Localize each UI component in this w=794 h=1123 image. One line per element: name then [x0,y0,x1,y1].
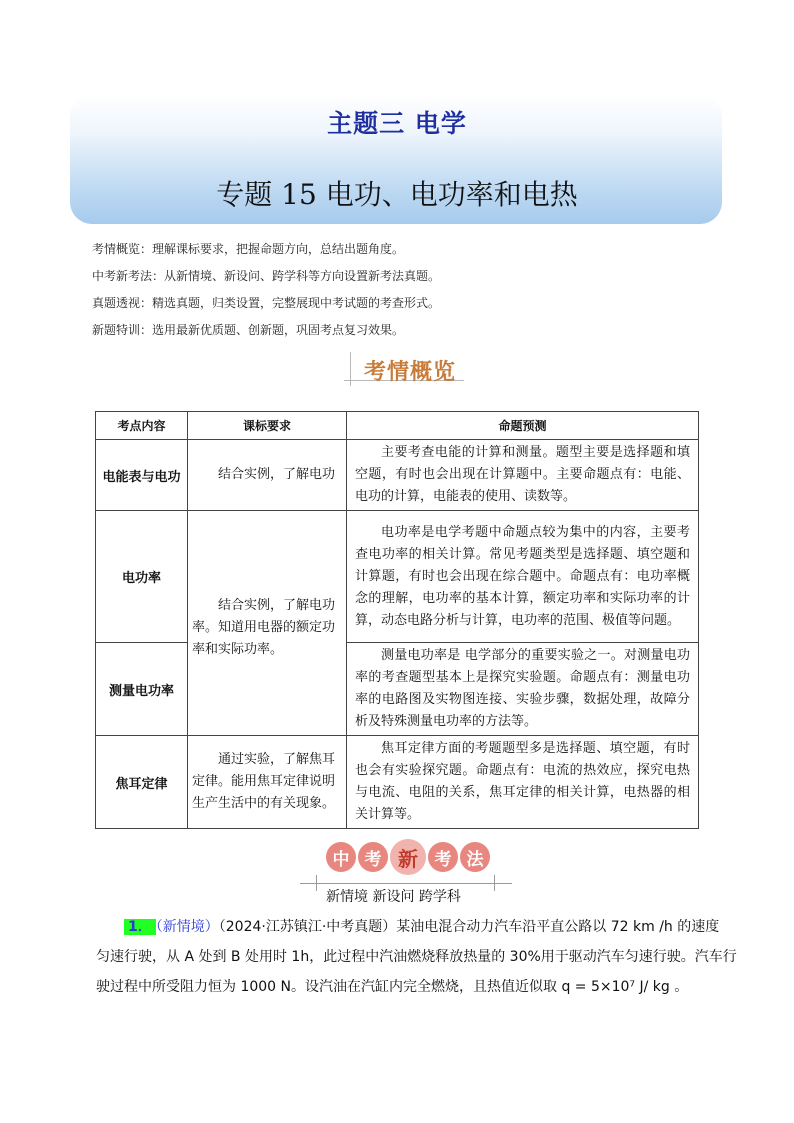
section-heading-text: 考情概览 [364,360,457,385]
intro-text: ：选用最新优质题、创新题，巩固考点复习效果。 [140,323,405,337]
requirement-cell [188,511,347,736]
table-header: 考点内容 [96,412,188,440]
badge-divider [494,875,495,891]
table-row [96,440,699,511]
section-heading [344,352,464,386]
requirement-text: 结合实例，了解电功 [218,467,336,482]
intro-text: ：精选真题，归类设置，完整展现中考试题的考查形式。 [140,296,441,310]
prediction-cell [347,643,699,736]
requirement-text: 通过实验，了解焦耳定律。能用焦耳定律说明生产生活中的有关现象。 [192,752,336,811]
badge-char: 中 [326,842,356,872]
intro-label: 新题特训 [92,323,141,337]
exam-overview-table [95,411,699,829]
intro-section [92,236,732,344]
badge-char: 考 [358,842,388,872]
intro-line [92,263,732,290]
question-text: （2024·江苏镇江·中考真题）某油电混合动力汽车沿平直公路以 72 km /h 的速度 [218,919,720,935]
question-line: 匀速行驶，从 A 处到 B 处用时 1h，此过程中汽油燃烧释放热量的 30%用于驱动汽车匀速行驶。汽车行 [96,949,737,965]
badge-char: 法 [460,842,490,872]
badge-circles [326,842,490,875]
badge-subtitle: 新情境 新设问 跨学科 [326,889,461,905]
badge-divider [300,883,512,884]
intro-line [92,290,732,317]
topic-cell: 焦耳定律 [96,736,188,829]
question-block [96,912,737,1002]
prediction-text: 电功率是电学考题中命题点较为集中的内容，主要考查电功率的相关计算。常见考题类型是选择题、填空题和计算题，有时也会出现在综合题中。命题点有：电功率概念的理解，电功率的基本计算，额定功率和实际功率的计算，动态电路分析与计算，电功率的范围、极值等问题。 [355,524,690,628]
badge-divider [316,875,317,891]
intro-text: ：从新情境、新设问、跨学科等方向设置新考法真题。 [152,269,441,283]
badge-char: 考 [428,842,458,872]
topic-cell: 电能表与电功 [96,440,188,511]
topic-cell: 测量电功率 [96,643,188,736]
intro-line [92,317,732,344]
table-row [96,736,699,829]
intro-line [92,236,732,263]
prediction-cell [347,511,699,643]
intro-text: ：理解课标要求，把握命题方向，总结出题角度。 [140,242,405,256]
question-line: 驶过程中所受阻力恒为 1000 N。设汽油在汽缸内完全燃烧，且热值近似取 q = 5×10⁷ J/ kg 。 [96,979,689,995]
question-tag: （新情境） [155,919,219,935]
table-row [96,511,699,643]
intro-label: 考情概览 [92,242,141,256]
topic-title: 主题三 电学 [327,109,467,138]
intro-label: 中考新考法 [92,269,153,283]
question-number: 1． [124,919,156,935]
prediction-cell [347,736,699,829]
prediction-text: 测量电功率是 电学部分的重要实验之一。对测量电功率的考查题型基本上是探究实验题。命题点有：测量电功率的电路图及实物图连接、实验步骤，数据处理，故障分析及特殊测量电功率的方法等。 [355,648,690,729]
prediction-cell [347,440,699,511]
table-header: 命题预测 [347,412,699,440]
table-row [96,643,699,736]
prediction-text: 焦耳定律方面的考题题型多是选择题、填空题，有时也会有实验探究题。命题点有：电流的热效应，探究电热与电流、电阻的关系，焦耳定律的相关计算，电热器的相关计算等。 [355,741,690,822]
badge-char: 新 [390,839,426,875]
requirement-cell [188,736,347,829]
chapter-title: 专题 15 电功、电功率和电热 [216,178,578,211]
question-line [96,912,722,942]
table-header: 课标要求 [188,412,347,440]
topic-cell: 电功率 [96,511,188,643]
requirement-text: 结合实例，了解电功率。知道用电器的额定功率和实际功率。 [192,598,336,657]
intro-label: 真题透视 [92,296,141,310]
new-exam-method-badge [318,838,518,918]
requirement-cell [188,440,347,511]
table-header-row [96,412,699,440]
prediction-text: 主要考查电能的计算和测量。题型主要是选择题和填空题，有时也会出现在计算题中。主要命题点有：电能、电功的计算，电能表的使用、读数等。 [355,445,690,504]
